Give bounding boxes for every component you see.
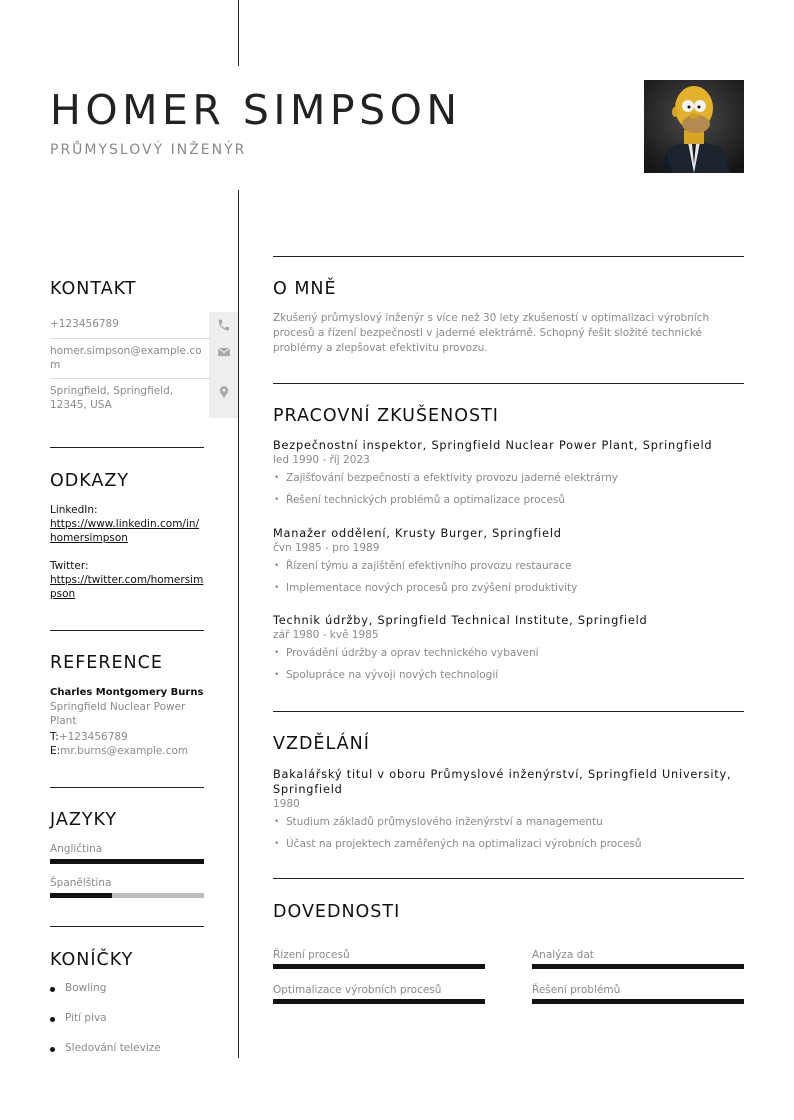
- reference-phone-label: T:: [50, 731, 59, 743]
- column-divider: [238, 190, 239, 1058]
- section-divider: [273, 256, 744, 257]
- language-level-bar: [50, 859, 204, 864]
- language-level-bar: [50, 893, 204, 898]
- candidate-title: PRŮMYSLOVÝ INŽENÝR: [50, 142, 247, 158]
- reference-company: Springfield Nuclear Power Plant: [50, 701, 186, 727]
- contact-heading: KONTAKT: [50, 279, 137, 299]
- reference-heading: REFERENCE: [50, 653, 163, 673]
- skill-name: Řízení procesů: [273, 949, 350, 961]
- job-entry: [273, 438, 744, 515]
- bullet-item: • Zajišťování bezpečnosti a efektivity provozu jaderné elektrárny: [273, 471, 744, 486]
- skill-name: Řešení problémů: [532, 984, 621, 996]
- reference-email: mr.burns@example.com: [60, 745, 189, 757]
- education-degree: Bakalářský titul v oboru Průmyslové inženýrství, Springfield University, Springfield: [273, 768, 732, 796]
- skill-level-bar: [273, 999, 485, 1004]
- skill-item: [532, 983, 744, 1004]
- contact-phone: +123456789: [50, 318, 119, 330]
- contact-separator: [50, 338, 210, 339]
- skill-level-bar: [273, 964, 485, 969]
- reference-name: Charles Montgomery Burns: [50, 687, 204, 698]
- bullet-item: • Řešení technických problémů a optimalizace procesů: [273, 493, 744, 508]
- about-text: Zkušený průmyslový inženýr s více než 30 lety zkušeností v optimalizaci výrobních procesů a řízení bezpečnosti v jaderné elektrárně. Schopný řešit složité technické problémy a zlepšovat efektivitu provozu.: [273, 312, 710, 354]
- about-heading: O MNĚ: [273, 279, 337, 299]
- contact-email: homer.simpson@example.com: [50, 345, 202, 371]
- contact-address-row: [50, 384, 238, 412]
- profile-photo: [644, 80, 744, 173]
- section-divider: [273, 383, 744, 384]
- section-divider: [273, 711, 744, 712]
- reference-email-row: [50, 744, 204, 758]
- twitter-label: Twitter:: [50, 560, 89, 572]
- section-divider: [50, 926, 204, 927]
- section-divider: [50, 787, 204, 788]
- education-year: 1980: [273, 798, 300, 810]
- reference-phone: +123456789: [58, 731, 128, 743]
- hobby-item: Pití piva: [50, 1012, 107, 1024]
- section-divider: [50, 447, 204, 448]
- skill-level-bar: [532, 999, 744, 1004]
- job-bullets: [273, 471, 744, 508]
- job-title: Technik údržby, Springfield Technical Institute, Springfield: [273, 614, 648, 627]
- job-dates: led 1990 - říj 2023: [273, 454, 370, 466]
- bullet-dot: [50, 1047, 55, 1052]
- links-heading: ODKAZY: [50, 471, 130, 491]
- skill-item: [273, 983, 485, 1004]
- job-bullets: [273, 646, 744, 683]
- bullet-item: • Studium základů průmyslového inženýrství a managementu: [273, 815, 744, 830]
- job-entry: [273, 526, 744, 603]
- job-dates: čvn 1985 - pro 1989: [273, 542, 380, 554]
- contact-address: Springfield, Springfield, 12345, USA: [50, 385, 174, 411]
- skill-item: [532, 948, 744, 969]
- contact-phone-row: [50, 317, 238, 331]
- job-bullets: [273, 559, 744, 596]
- education-bullets: [273, 815, 744, 852]
- section-divider: [50, 630, 204, 631]
- language-level-fill: [50, 859, 204, 864]
- skill-item: [273, 948, 485, 969]
- contact-email-row: [50, 344, 238, 372]
- map-pin-icon: [217, 385, 231, 399]
- language-level-fill: [50, 893, 112, 898]
- linkedin-label: LinkedIn:: [50, 504, 98, 516]
- twitter-link[interactable]: https://twitter.com/homersimpson: [50, 574, 204, 600]
- phone-icon: [217, 318, 231, 332]
- languages-heading: JAZYKY: [50, 810, 118, 830]
- hobbies-heading: KONÍČKY: [50, 950, 134, 970]
- contact-separator: [50, 378, 210, 379]
- experience-heading: PRACOVNÍ ZKUŠENOSTI: [273, 406, 499, 426]
- bullet-item: • Implementace nových procesů pro zvýšení produktivity: [273, 581, 744, 596]
- reference-phone-row: [50, 730, 204, 744]
- bullet-dot: [50, 1017, 55, 1022]
- skill-level-bar: [532, 964, 744, 969]
- reference-email-label: E:: [50, 745, 61, 757]
- bullet-item: • Účast na projektech zaměřených na optimalizaci výrobních procesů: [273, 837, 744, 852]
- top-vertical-divider: [238, 0, 239, 66]
- bullet-dot: [50, 987, 55, 992]
- skills-heading: DOVEDNOSTI: [273, 902, 401, 922]
- job-title: Manažer oddělení, Krusty Burger, Springfield: [273, 527, 562, 540]
- skill-name: Optimalizace výrobních procesů: [273, 984, 442, 996]
- language-name: Angličtina: [50, 843, 103, 855]
- education-heading: VZDĚLÁNÍ: [273, 734, 370, 754]
- envelope-icon: [217, 345, 231, 359]
- candidate-name: HOMER SIMPSON: [50, 86, 462, 134]
- hobby-item: Bowling: [50, 982, 106, 994]
- job-title: Bezpečnostní inspektor, Springfield Nuclear Power Plant, Springfield: [273, 439, 713, 452]
- linkedin-link[interactable]: https://www.linkedin.com/in/homersimpson: [50, 518, 200, 544]
- bullet-item: • Spolupráce na vývoji nových technologií: [273, 668, 744, 683]
- education-entry: [273, 767, 744, 859]
- language-name: Španělština: [50, 877, 112, 889]
- skill-name: Analýza dat: [532, 949, 594, 961]
- hobby-item: Sledování televize: [50, 1042, 161, 1054]
- bullet-item: • Řízení týmu a zajištění efektivního provozu restaurace: [273, 559, 744, 574]
- job-dates: zář 1980 - kvě 1985: [273, 629, 379, 641]
- bullet-item: • Provádění údržby a oprav technického vybavení: [273, 646, 744, 661]
- section-divider: [273, 878, 744, 879]
- job-entry: [273, 613, 744, 690]
